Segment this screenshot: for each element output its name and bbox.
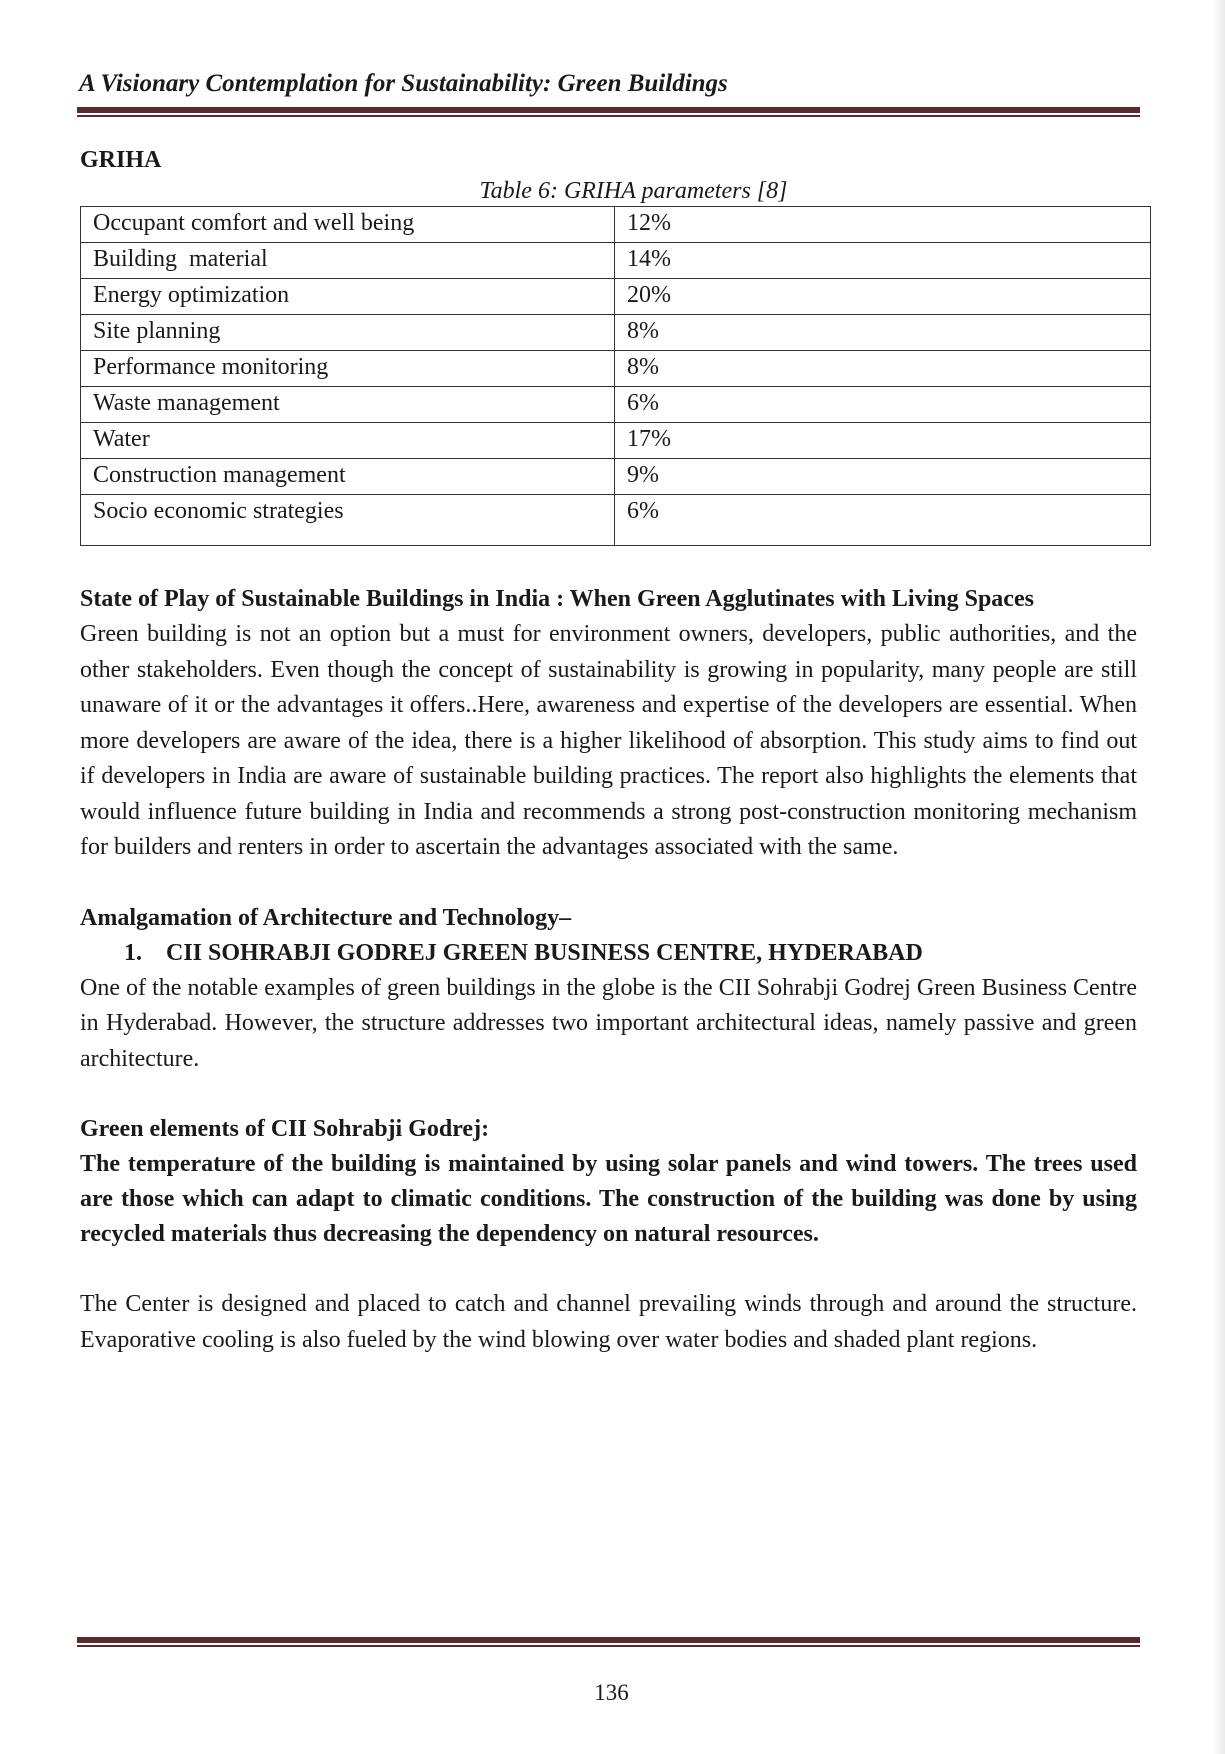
table-caption: Table 6: GRIHA parameters [8] bbox=[479, 178, 788, 204]
running-header: A Visionary Contemplation for Sustainability: Green Buildings bbox=[79, 70, 728, 97]
value-cell: 14% bbox=[615, 243, 1151, 279]
value-cell: 17% bbox=[615, 423, 1151, 459]
header-rule bbox=[77, 107, 1140, 117]
header-rule-thin bbox=[77, 115, 1140, 117]
value-cell: 9% bbox=[615, 459, 1151, 495]
value-cell: 8% bbox=[615, 315, 1151, 351]
parameter-cell: Energy optimization bbox=[81, 279, 615, 315]
value-cell: 6% bbox=[615, 387, 1151, 423]
footer-rule-thick bbox=[77, 1637, 1140, 1643]
amalgamation-heading: Amalgamation of Architecture and Technology– bbox=[80, 904, 572, 931]
footer-rule bbox=[77, 1637, 1140, 1647]
value-cell: 20% bbox=[615, 279, 1151, 315]
parameter-cell: Occupant comfort and well being bbox=[81, 207, 615, 243]
page-number bbox=[0, 1680, 1225, 1706]
header-rule-thick bbox=[77, 107, 1140, 113]
state-of-play-heading: State of Play of Sustainable Buildings in India : When Green Agglutinates with Living Spaces bbox=[80, 586, 1034, 612]
table-row bbox=[81, 315, 1151, 351]
page-edge-shadow bbox=[1213, 0, 1225, 1754]
table-row bbox=[81, 495, 1151, 546]
amalgamation-paragraph: One of the notable examples of green buildings in the globe is the CII Sohrabji Godrej Green Business Centre in Hyderabad. However, the structure addresses two important architectural ideas, namely passive and green architecture. bbox=[80, 974, 1137, 1072]
numbered-list-item bbox=[124, 936, 1137, 971]
green-elements-bold-paragraph: The temperature of the building is maintained by using solar panels and wind towers. The trees used are those which can adapt to climatic conditions. The construction of the building was done by using recycled materials thus decreasing the dependency on natural resources. bbox=[80, 1151, 1137, 1247]
table-row bbox=[81, 243, 1151, 279]
value-cell: 8% bbox=[615, 351, 1151, 387]
parameter-cell: Water bbox=[81, 423, 615, 459]
griha-parameters-table bbox=[80, 206, 1151, 546]
table-row bbox=[81, 423, 1151, 459]
griha-heading: GRIHA bbox=[80, 147, 162, 173]
table-row bbox=[81, 387, 1151, 423]
table-row bbox=[81, 207, 1151, 243]
value-cell: 6% bbox=[615, 495, 1151, 546]
value-cell: 12% bbox=[615, 207, 1151, 243]
parameter-cell: Site planning bbox=[81, 315, 615, 351]
list-number: 1. bbox=[124, 939, 142, 966]
state-of-play-paragraph: Green building is not an option but a must for environment owners, developers, public authorities, and the other stakeholders. Even though the concept of sustainability is growing in popularity, many people are still unaware of it or the advantages it offers..Here, awareness and expertise of the developers are essential. When more developers are aware of the idea, there is a higher likelihood of absorption. This study aims to find out if developers in India are aware of sustainable building practices. The report also highlights the elements that would influence future building in India and recommends a strong post-construction monitoring mechanism for builders and renters in order to ascertain the advantages associated with the same. bbox=[80, 621, 1137, 860]
parameter-cell: Building material bbox=[81, 243, 615, 279]
footer-rule-thin bbox=[77, 1645, 1140, 1647]
list-item-title: CII SOHRABJI GODREJ GREEN BUSINESS CENTRE, HYDERABAD bbox=[166, 939, 923, 966]
spacer bbox=[80, 866, 1137, 901]
parameter-cell: Waste management bbox=[81, 387, 615, 423]
page-content bbox=[80, 144, 1137, 1358]
parameter-cell: Socio economic strategies bbox=[81, 495, 615, 546]
parameter-cell: Performance monitoring bbox=[81, 351, 615, 387]
table-row bbox=[81, 279, 1151, 315]
spacer bbox=[80, 1077, 1137, 1112]
green-elements-paragraph: The Center is designed and placed to catch and channel prevailing winds through and around the structure. Evaporative cooling is also fueled by the wind blowing over water bodies and shaded plant regions. bbox=[80, 1291, 1137, 1353]
table-row bbox=[81, 459, 1151, 495]
parameter-cell: Construction management bbox=[81, 459, 615, 495]
table-row bbox=[81, 351, 1151, 387]
spacer bbox=[80, 1252, 1137, 1287]
page-number-text: 136 bbox=[594, 1680, 629, 1705]
green-elements-heading: Green elements of CII Sohrabji Godrej: bbox=[80, 1116, 490, 1142]
